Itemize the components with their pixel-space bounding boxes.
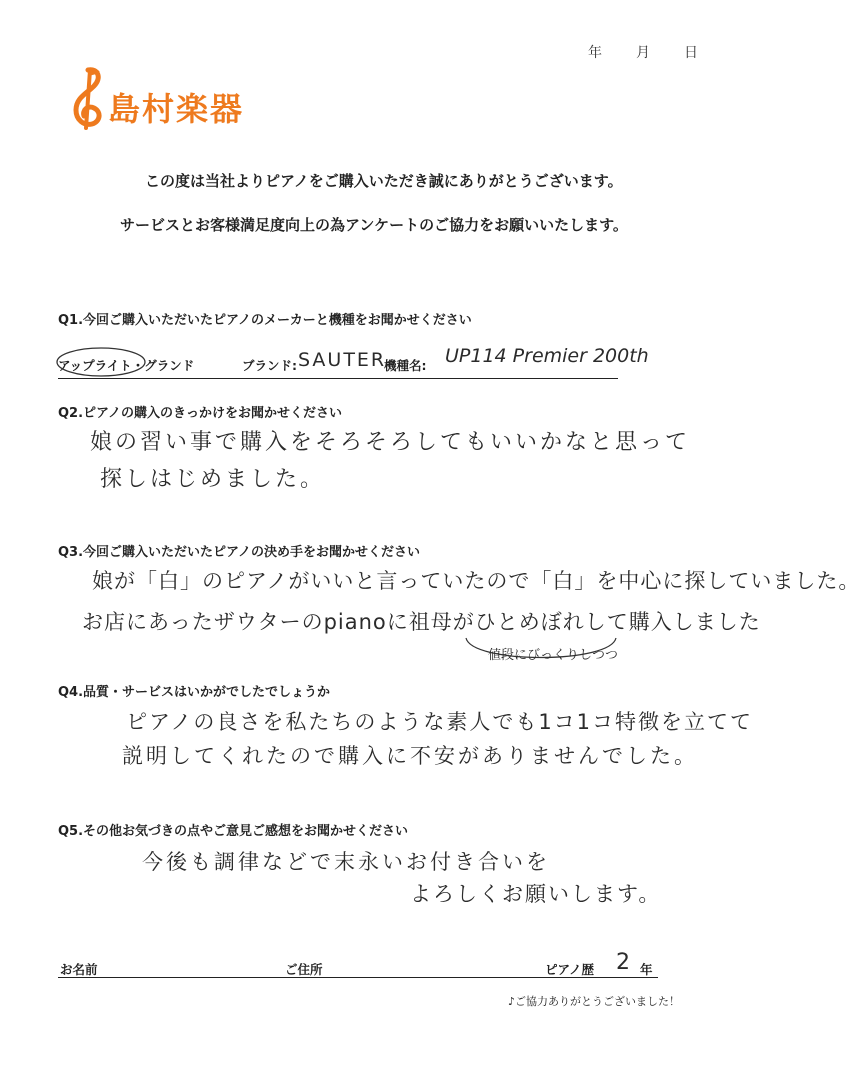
- date-month-label: 月: [636, 45, 650, 61]
- q1-model-label: 機種名:: [384, 358, 427, 373]
- shimamura-treble-clef-logo-icon: [68, 66, 106, 132]
- footer-history-unit: 年: [640, 962, 653, 977]
- q1-model-value: UP114 Premier 200th: [445, 345, 649, 367]
- intro-line-1: この度は当社よりピアノをご購入いただき誠にありがとうございます。: [145, 172, 623, 190]
- q3-answer-line-1: 娘が「白」のピアノがいいと言っていたので「白」を中心に探していました。: [92, 569, 860, 593]
- q5-answer-line-1: 今後も調律などで末永いお付き合いを: [142, 850, 550, 874]
- selection-circle: [53, 345, 149, 379]
- q1-question: Q1.今回ご購入いただいたピアノのメーカーと機種をお聞かせください: [58, 313, 472, 328]
- q4-question: Q4.品質・サービスはいかがでしたでしょうか: [58, 685, 331, 700]
- q3-question: Q3.今回ご購入いただいたピアノの決め手をお聞かせください: [58, 545, 420, 560]
- footer-underline: [58, 977, 658, 978]
- q5-question: Q5.その他お気づきの点やご意見ご感想をお聞かせください: [58, 824, 409, 839]
- footer-address-label: ご住所: [285, 962, 323, 977]
- q1-brand-value: SAUTER: [298, 349, 387, 371]
- q1-brand-label: ブランド:: [242, 358, 297, 373]
- q3-note: 値段にびっくりしつつ: [488, 648, 619, 663]
- footer-thanks: ♪ご協力ありがとうございました！: [508, 995, 681, 1008]
- footer-history-label: ピアノ歴: [545, 962, 595, 977]
- q5-answer-line-2: よろしくお願いします。: [410, 882, 662, 906]
- q4-answer-line-1: ピアノの良さを私たちのような素人でも1コ1コ特徴を立てて: [126, 710, 754, 734]
- date-day-label: 日: [684, 45, 698, 61]
- footer-name-label: お名前: [60, 962, 98, 977]
- q2-answer-line-1: 娘の習い事で購入をそろそろしてもいいかなと思って: [90, 430, 691, 455]
- q2-answer-line-2: 探しはじめました。: [100, 467, 326, 492]
- intro-line-2: サービスとお客様満足度向上の為アンケートのご協力をお願いいたします。: [120, 216, 628, 234]
- q1-type-label: アップライト・グランド: [58, 358, 195, 373]
- logo-name: 島村楽器: [108, 90, 245, 128]
- q2-question: Q2.ピアノの購入のきっかけをお聞かせください: [58, 406, 342, 421]
- date-year-label: 年: [588, 45, 602, 61]
- footer-history-value: 2: [616, 950, 630, 975]
- q3-answer-line-2: お店にあったザウターのpianoに祖母がひとめぼれして購入しました: [82, 610, 761, 634]
- q1-underline: [58, 378, 618, 379]
- q4-answer-line-2: 説明してくれたので購入に不安がありませんでした。: [122, 744, 698, 768]
